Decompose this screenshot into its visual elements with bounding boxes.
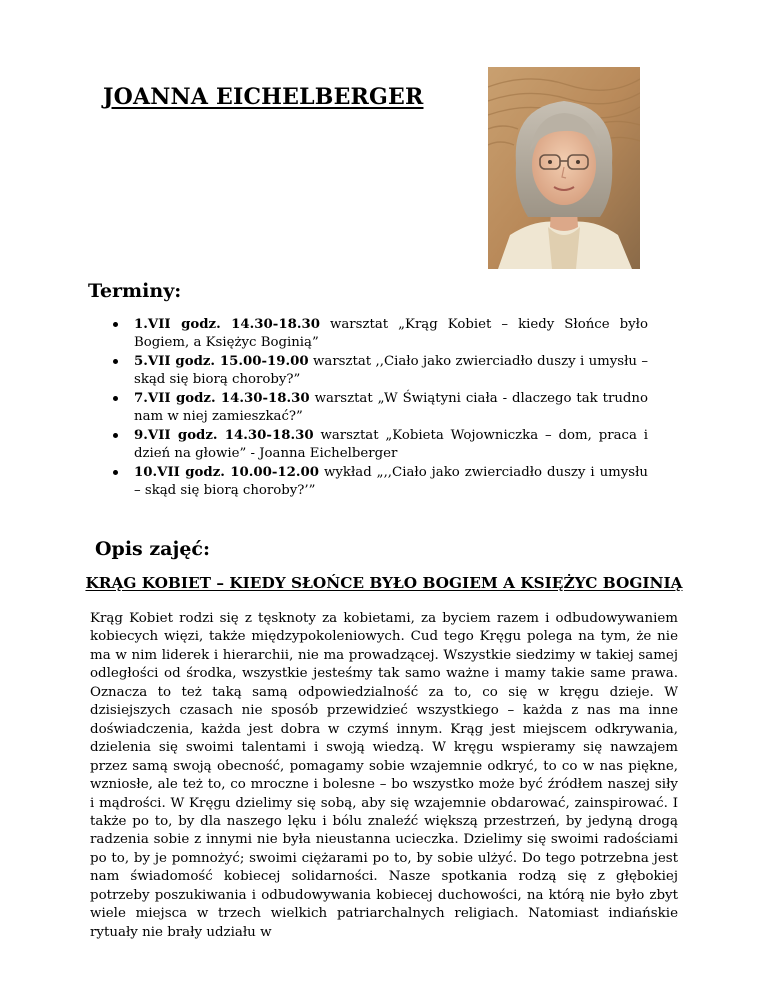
schedule-text: wykład „,,Ciało jako zwierciadło duszy i umysłu – skąd się biorą choroby?’”	[134, 465, 648, 498]
schedule-date: 5.VII godz. 15.00-19.00	[134, 354, 309, 369]
list-item	[134, 353, 648, 388]
schedule-date: 10.VII godz. 10.00-12.00	[134, 465, 320, 480]
schedule-text: warsztat „W Świątyni ciała - dlaczego tak trudno nam w niej zamieszkać?”	[134, 391, 648, 424]
schedule-text: warsztat ,,Ciało jako zwierciadło duszy i umysłu – skąd się biorą choroby?”	[134, 354, 648, 387]
schedule-text: warsztat „Krąg Kobiet – kiedy Słońce było Bogiem, a Księżyc Boginią”	[134, 317, 648, 350]
page-title: JOANNA EICHELBERGER	[103, 84, 424, 110]
list-item	[134, 427, 648, 462]
list-item	[134, 464, 648, 499]
schedule-date: 1.VII godz. 14.30-18.30	[134, 317, 320, 332]
schedule-date: 7.VII godz. 14.30-18.30	[134, 391, 310, 406]
list-item	[134, 390, 648, 425]
terms-heading: Terminy:	[88, 280, 182, 302]
schedule-date: 9.VII godz. 14.30-18.30	[134, 428, 314, 443]
description-heading: Opis zajęć:	[95, 538, 211, 560]
section-title: KRĄG KOBIET – KIEDY SŁOŃCE BYŁO BOGIEM A KSIĘŻYC BOGINIĄ	[85, 574, 683, 592]
schedule-list	[134, 316, 648, 501]
schedule-text: warsztat „Kobieta Wojowniczka – dom, praca i dzień na głowie” - Joanna Eichelberger	[134, 428, 648, 461]
portrait-image	[488, 67, 640, 269]
portrait-photo	[488, 67, 640, 269]
list-item	[134, 316, 648, 351]
description-paragraph: Krąg Kobiet rodzi się z tęsknoty za kobietami, za byciem razem i odbudowywaniem kobiecych więzi, także międzypokoleniowych. Cud tego Kręgu polega na tym, że nie ma w nim liderek i hierarchii, nie ma prowadzącej. Wszystkie siedzimy w takiej samej odległości od środka, wszystkie jesteśmy tak samo ważne i mamy takie same prawa. Oznacza to też taką samą odpowiedzialność za to, co się w kręgu dzieje. W dzisiejszych czasach nie sposób przewidzieć wszystkiego – każda z nas ma inne doświadczenia, każda jest dobra w czymś innym. Krąg jest miejscem odkrywania, dzielenia się swoimi talentami i swoją wiedzą. W kręgu wspieramy się nawzajem przez samą swoją obecność, pomagamy sobie wzajemnie odkryć, to co w nas piękne, wzniosłe, ale też to, co mroczne i bolesne – bo wszystko może być źródłem naszej siły i mądrości. W Kręgu dzielimy się sobą, aby się wzajemnie obdarować, zainspirować. I także po to, by dla naszego lęku i bólu znaleźć większą przestrzeń, by jedyną drogą radzenia sobie z innymi nie była nieustanna ucieczka. Dzielimy się swoimi radościami po to, by je pomnożyć; swoimi ciężarami po to, by sobie ulżyć. Do tego potrzebna jest nam świadomość kobiecej solidarności. Nasze spotkania rodzą się z głębokiej potrzeby poszukiwania i odbudowywania kobiecej duchowości, na którą nie było zbyt wiele miejsca w trzech wielkich patriarchalnych religiach. Natomiast indiańskie rytuały nie brały udziału w	[90, 611, 678, 940]
